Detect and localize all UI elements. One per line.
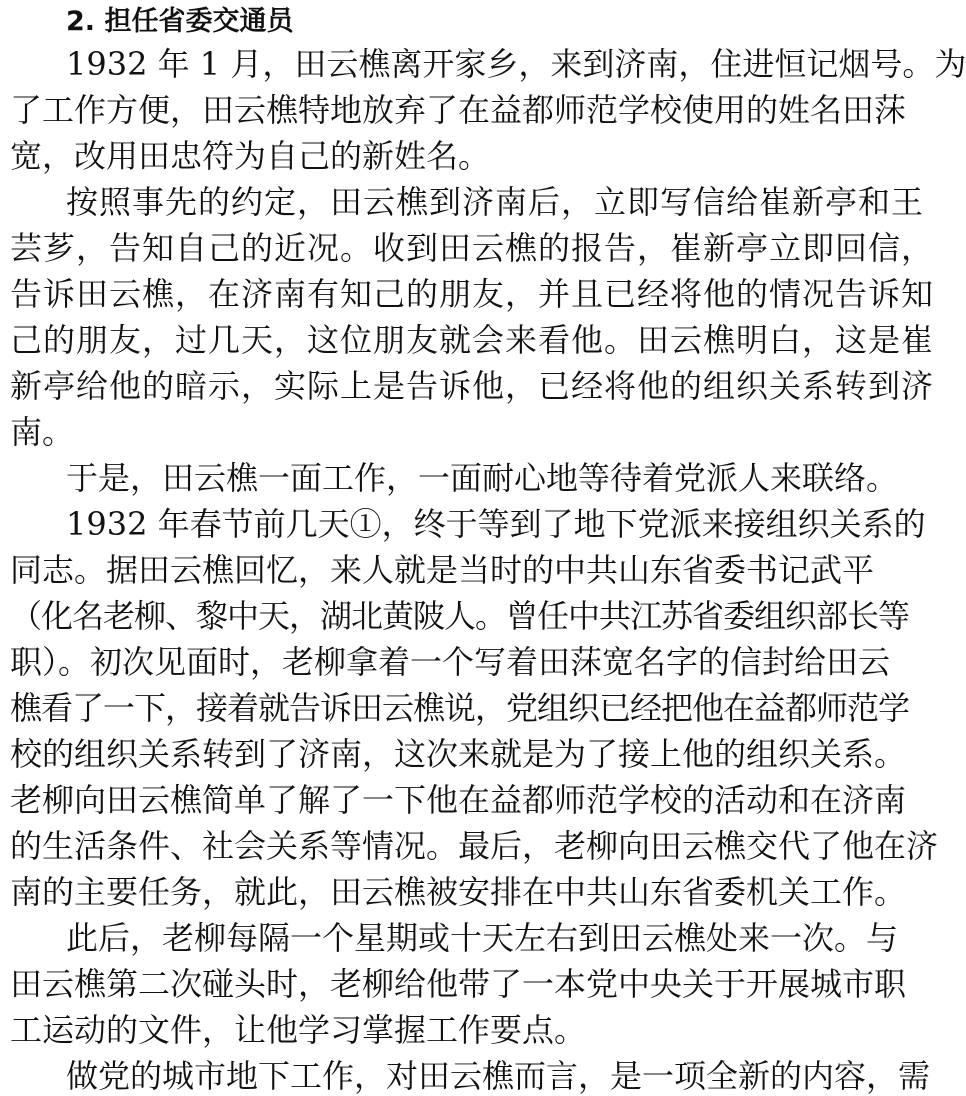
text-line: 告诉田云樵，在济南有知己的朋友，并且已经将他的情况告诉知 xyxy=(10,275,935,313)
section-heading: 2. 担任省委交通员 xyxy=(66,6,294,37)
text-line: 职）。初次见面时，老柳拿着一个写着田莯宽名字的信封给田云 xyxy=(10,643,891,681)
text-line: 做党的城市地下工作，对田云樵而言，是一项全新的内容，需 xyxy=(66,1057,931,1095)
text-line: 了工作方便，田云樵特地放弃了在益都师范学校使用的姓名田莯 xyxy=(10,91,907,129)
text-line: 此后，老柳每隔一个星期或十天左右到田云樵处来一次。与 xyxy=(66,919,899,957)
text-line: 工运动的文件，让他学习掌握工作要点。 xyxy=(10,1011,587,1049)
text-line: 南的主要任务，就此，田云樵被安排在中共山东省委机关工作。 xyxy=(10,873,907,911)
text-line: 南。 xyxy=(10,413,75,451)
text-line: 同志。据田云樵回忆，来人就是当时的中共山东省委书记武平 xyxy=(10,551,875,589)
text-line: 宽，改用田忠符为自己的新姓名。 xyxy=(10,137,491,175)
text-line: 芸芗，告知自己的近况。收到田云樵的报告，崔新亭立即回信， xyxy=(10,229,935,267)
text-line: 校的组织关系转到了济南，这次来就是为了接上他的组织关系。 xyxy=(10,735,907,773)
text-line: 的生活条件、社会关系等情况。最后，老柳向田云樵交代了他在济 xyxy=(10,827,939,865)
text-line: （化名老柳、黎中天，湖北黄陂人。曾任中共江苏省委组织部长等 xyxy=(10,597,910,635)
text-line: 新亭给他的暗示，实际上是告诉他，已经将他的组织关系转到济 xyxy=(10,367,935,405)
text-line: 老柳向田云樵简单了解了一下他在益都师范学校的活动和在济南 xyxy=(10,781,907,819)
text-line: 己的朋友，过几天，这位朋友就会来看他。田云樵明白，这是崔 xyxy=(10,321,935,359)
text-line: 1932 年 1 月，田云樵离开家乡，来到济南，住进恒记烟号。为 xyxy=(66,45,966,83)
text-line: 1932 年春节前几天①，终于等到了地下党派来接组织关系的 xyxy=(66,505,926,543)
text-line: 樵看了一下，接着就告诉田云樵说，党组织已经把他在益都师范学 xyxy=(10,689,910,727)
text-line: 按照事先的约定，田云樵到济南后，立即写信给崔新亭和王 xyxy=(66,183,925,221)
text-line: 于是，田云樵一面工作，一面耐心地等待着党派人来联络。 xyxy=(66,459,899,497)
text-line: 田云樵第二次碰头时，老柳给他带了一本党中央关于开展城市职 xyxy=(10,965,907,1003)
